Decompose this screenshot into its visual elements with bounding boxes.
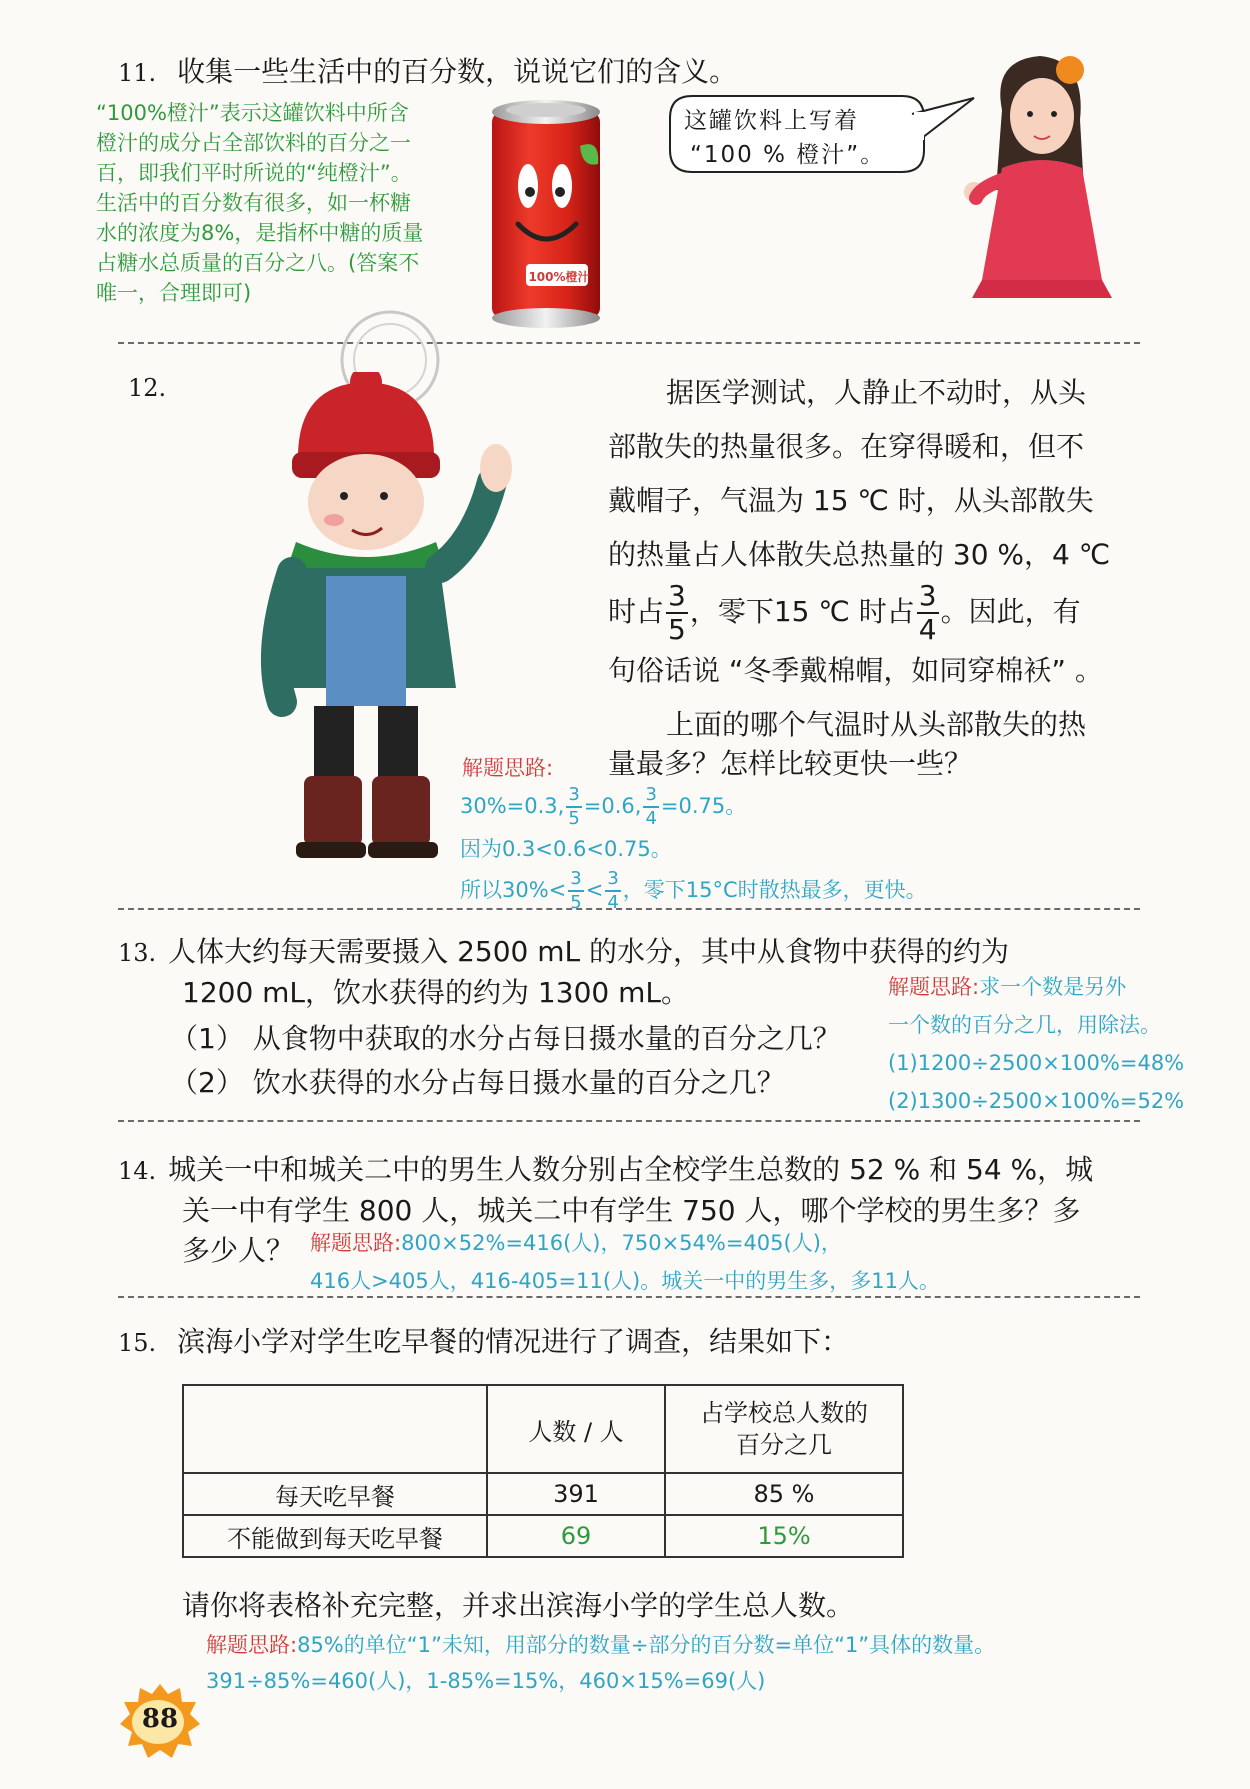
table-header-cell: 占学校总人数的 百分之几 bbox=[665, 1385, 903, 1473]
q14-text: 14. 城关一中和城关二中的男生人数分别占全校学生总数的 52 % 和 54 %，城 关一中有学生 800 人，城关二中有学生 750 人，哪个学校的男生多？多 多少人？ bbox=[118, 1153, 1094, 1267]
q12-answer-line1: 30%=0.3, $\frac{3}{5}$ =0.6, $\frac{3}{4}$ =0.75。 bbox=[460, 784, 747, 829]
q12-fraction-line: 时占 $\frac{3}{5}$ ，零下15 ℃ 时占 $\frac{3}{4}$ 。因此，有 bbox=[608, 579, 1081, 646]
q12-answer: 30%=0.3, $\frac{3}{5}$ =0.6, $\frac{3}{4}$ =0.75。 因为0.3<0.6<0.75。 所以30%< $\frac{3}{5}$ < $\frac{3}{4}$ ，零下15°C时散热最多，更快。 bbox=[460, 786, 1060, 912]
q15-instruction: 请你将表格补充完整，并求出滨海小学的学生总人数。 bbox=[182, 1589, 855, 1622]
q12-question-end: 量最多？怎样比较更快一些？ bbox=[608, 747, 973, 780]
speech-bubble-text: 这罐饮料上写着 “100 % 橙汁”。 bbox=[684, 108, 886, 168]
separator bbox=[118, 342, 1140, 344]
page-number: 88 bbox=[141, 1704, 179, 1734]
girl-illustration bbox=[962, 40, 1122, 302]
q12-answer-line3: 所以30%< $\frac{3}{5}$ < $\frac{3}{4}$ ，零下15°C时散热最多，更快。 bbox=[460, 868, 927, 913]
q15-title: 15. 滨海小学对学生吃早餐的情况进行了调查，结果如下： bbox=[118, 1325, 850, 1358]
q15-answer: 解题思路:85%的单位“1”未知，用部分的数量÷部分的百分数=单位“1”具体的数量。 391÷85%=460(人)，1-85%=15%，460×15%=69(人) bbox=[206, 1633, 996, 1693]
breakfast-table bbox=[182, 1384, 904, 1558]
separator bbox=[118, 908, 1140, 910]
separator bbox=[118, 1120, 1140, 1122]
fraction-three-quarters: $\frac{3}{4}$ bbox=[918, 579, 937, 646]
table-header-cell: 人数 / 人 bbox=[487, 1385, 665, 1473]
q12-number: 12. bbox=[128, 374, 167, 402]
q12-text: 据医学测试，人静止不动时，从头 部散失的热量很多。在穿得暖和，但不 戴帽子，气温为 15 ℃ 时，从头部散失 的热量占人体散失总热量的 30 %，4 ℃ 时占 $\frac{3}{5}$ ，零下15 ℃ 时占 $\frac{3}{4}$ 。因此，有 句俗话说 “冬季戴棉帽，如同穿棉袄” 。 上面的哪个气温时从头部散失的热 bbox=[608, 366, 1148, 752]
q12-hint-label: 解题思路: bbox=[462, 756, 554, 780]
juice-can-illustration bbox=[488, 96, 604, 330]
can-label: 100%橙汁 bbox=[528, 270, 590, 284]
table-row: 不能做到每天吃早餐 69 15% bbox=[183, 1515, 903, 1557]
q13-text: 13. 人体大约每天需要摄入 2500 mL 的水分，其中从食物中获得的约为 1200 mL，饮水获得的约为 1300 mL。 （1） 从食物中获取的水分占每日摄水量的百分之几？ （2） 饮水获得的水分占每日摄水量的百分之几？ bbox=[118, 935, 1010, 1099]
q13-answer: 解题思路:求一个数是另外 一个数的百分之几，用除法。 (1)1200÷2500×100%=48% (2)1300÷2500×100%=52% bbox=[888, 975, 1185, 1113]
q14-answer: 解题思路:800×52%=416(人)，750×54%=405(人)， 416人>405人，416-405=11(人)。城关一中的男生多，多11人。 bbox=[310, 1231, 940, 1293]
fraction-three-fifths: $\frac{3}{5}$ bbox=[668, 579, 686, 646]
q11-title: 11. 收集一些生活中的百分数，说说它们的含义。 bbox=[118, 55, 738, 88]
table-header-cell bbox=[183, 1385, 487, 1473]
q11-answer: “100%橙汁”表示这罐饮料中所含 橙汁的成分占全部饮料的百分之一 百，即我们平时所说的“纯橙汁”。 生活中的百分数有很多，如一杯糖 水的浓度为8%，是指杯中糖的质量 占糖水总质量的百分之八。(答案不 唯一，合理即可) bbox=[96, 101, 424, 305]
separator bbox=[118, 1296, 1140, 1298]
table-row: 每天吃早餐 391 85 % bbox=[183, 1473, 903, 1515]
